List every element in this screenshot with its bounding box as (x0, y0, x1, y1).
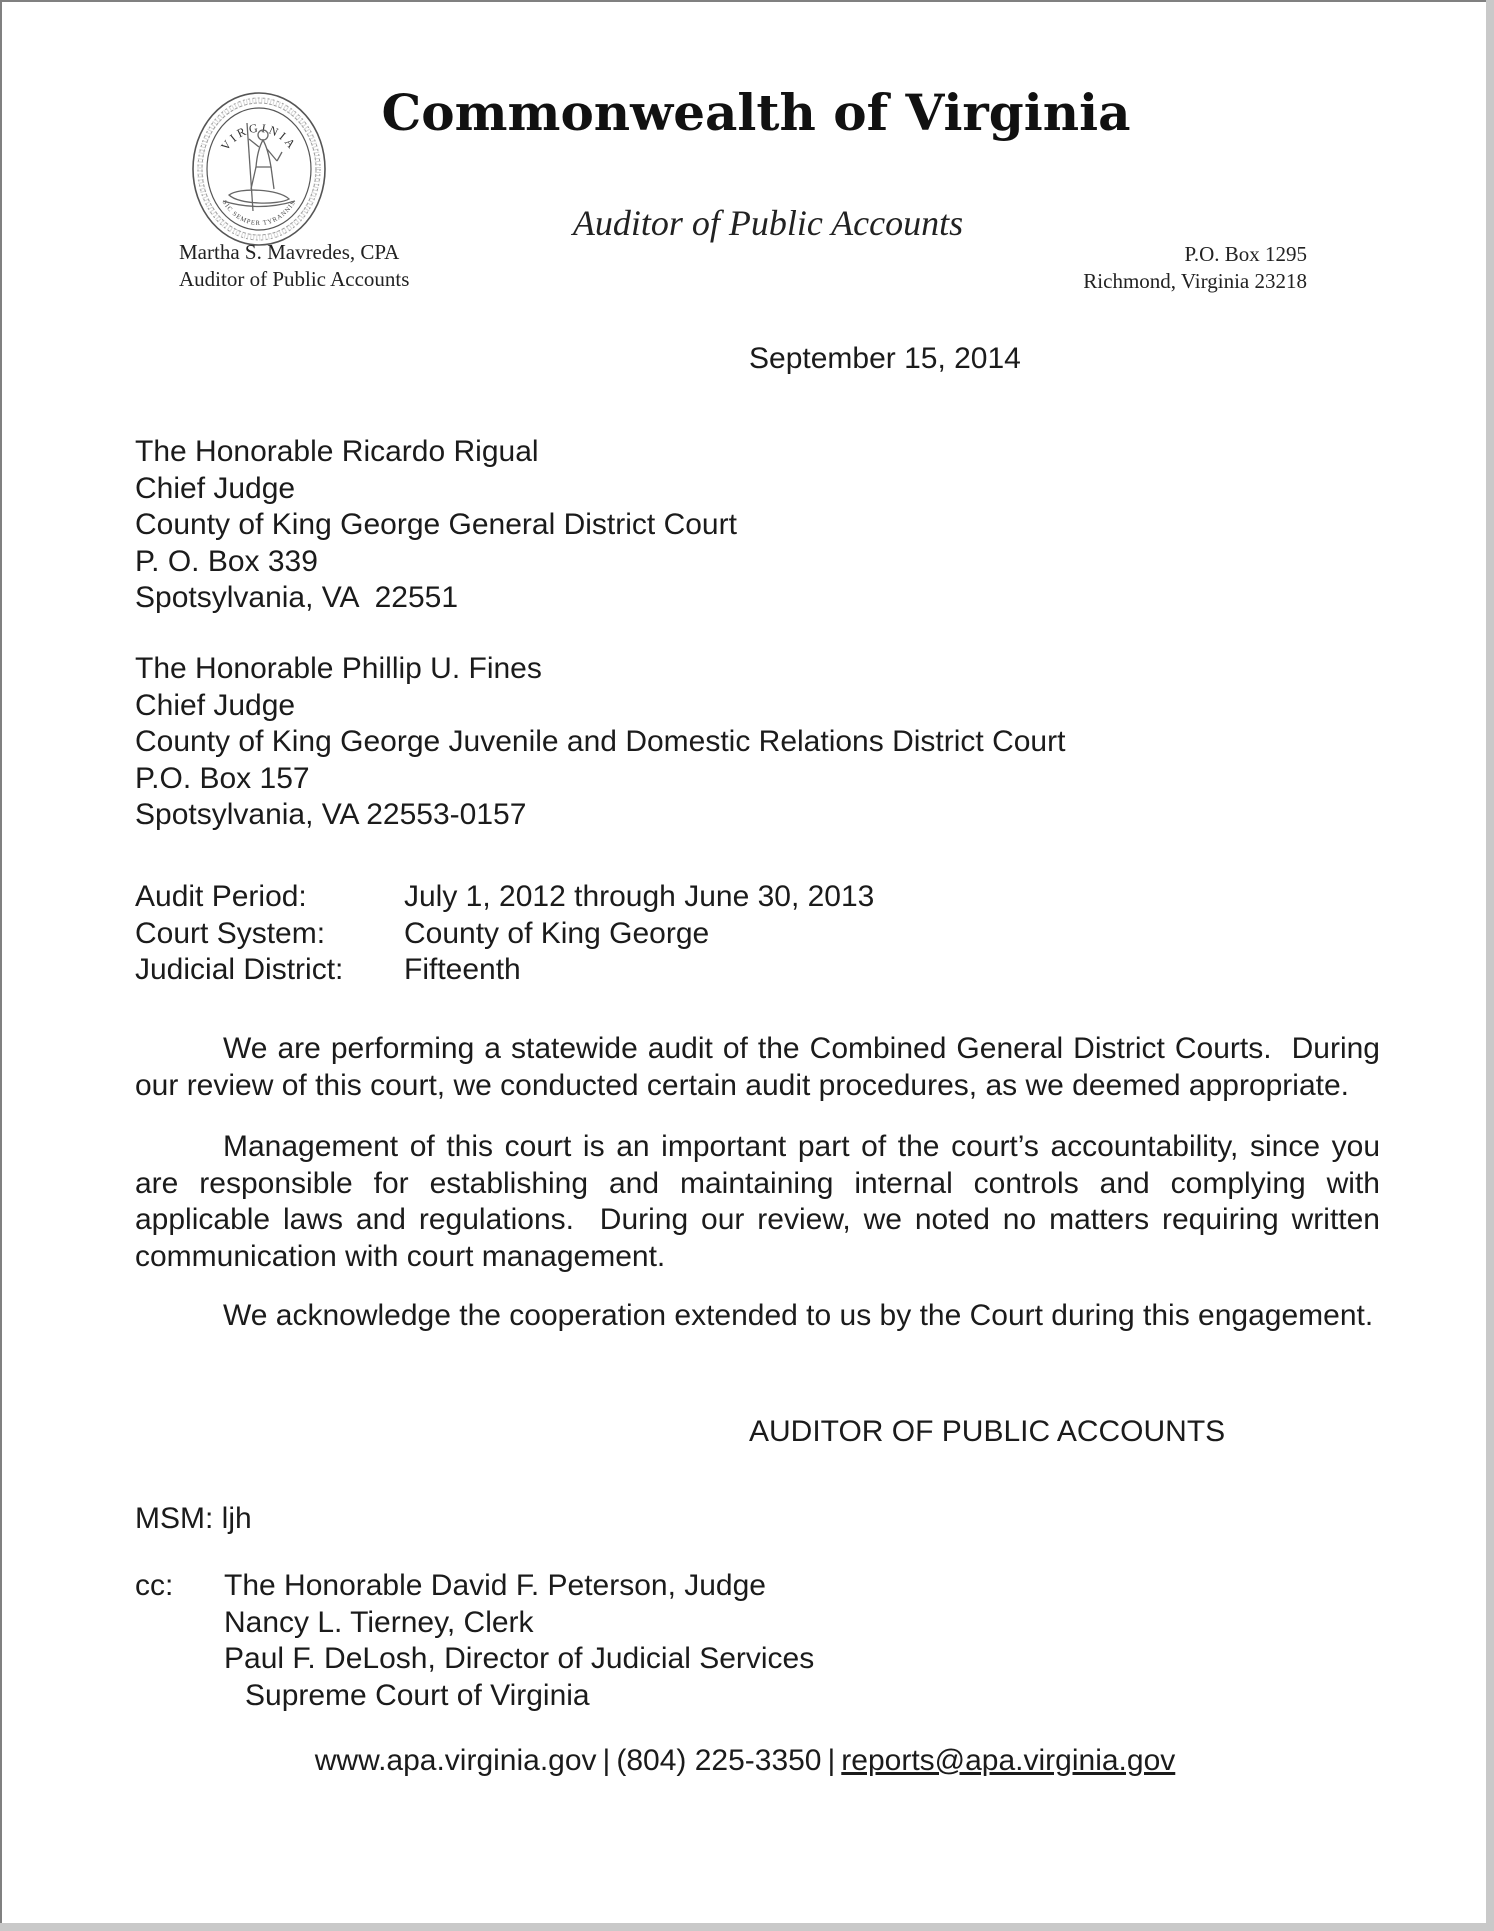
recipient-block-2 (135, 651, 1065, 834)
body-paragraph-1: We are performing a statewide audit of the Combined General District Courts. During our review of this court, we conducted certain audit procedures, as we deemed appropriate. (135, 1032, 1389, 1102)
recipient-po-box: P. O. Box 339 (135, 544, 318, 578)
cc-name: The Honorable David F. Peterson, Judge (224, 1569, 766, 1602)
recipient-name: The Honorable Ricardo Rigual (135, 435, 539, 468)
sender-name: Martha S. Mavredes, CPA (179, 240, 400, 264)
audit-info-row (135, 879, 874, 916)
letterhead-title: Commonwealth of Virginia (381, 83, 1131, 142)
judicial-district-value: Fifteenth (404, 953, 521, 986)
cc-block (135, 1568, 814, 1714)
footer-contact-line (2, 1743, 1486, 1780)
footer-separator: | (602, 1744, 611, 1777)
body-paragraph-2: Management of this court is an important part of the court’s accountability, since you are responsible for establishing and maintaining internal controls and complying with applicable laws and regulations. During our review, we noted no matters requiring written communication with court management. (135, 1130, 1389, 1273)
reference-initials: MSM: ljh (135, 1502, 252, 1535)
cc-names (224, 1568, 814, 1714)
recipient-city-line: Spotsylvania, VA 22553-0157 (135, 798, 527, 831)
signature-organization: AUDITOR OF PUBLIC ACCOUNTS (749, 1415, 1226, 1448)
sender-title: Auditor of Public Accounts (179, 267, 410, 291)
audit-period-label: Audit Period: (135, 880, 307, 913)
audit-info-row (135, 952, 874, 989)
audit-info-block (135, 879, 874, 989)
cc-name: Nancy L. Tierney, Clerk (224, 1605, 534, 1639)
sender-city-line: Richmond, Virginia 23218 (1083, 269, 1307, 293)
cc-label: cc: (135, 1569, 174, 1602)
footer-website: www.apa.virginia.gov (314, 1744, 597, 1777)
recipient-title: Chief Judge (135, 688, 296, 722)
body-paragraph-3: We acknowledge the cooperation extended to us by the Court during this engagement. (223, 1299, 1374, 1332)
recipient-title: Chief Judge (135, 471, 296, 505)
sender-block (179, 239, 409, 293)
footer-separator: | (827, 1744, 836, 1777)
recipient-name: The Honorable Phillip U. Fines (135, 652, 542, 685)
recipient-court: County of King George General District Court (135, 508, 737, 541)
virginia-state-seal-icon (189, 89, 329, 249)
court-system-value: County of King George (404, 916, 710, 950)
sender-po-box: P.O. Box 1295 (1184, 242, 1307, 266)
audit-info-row (135, 916, 874, 953)
seal-bottom-text: SIC SEMPER TYRANNIS (220, 199, 298, 228)
recipient-court: County of King George Juvenile and Domestic Relations District Court (135, 725, 1066, 758)
footer-email-link[interactable]: reports@apa.virginia.gov (841, 1744, 1176, 1777)
audit-period-value: July 1, 2012 through June 30, 2013 (404, 880, 875, 913)
letterhead-subtitle: Auditor of Public Accounts (572, 203, 964, 243)
cc-name: Paul F. DeLosh, Director of Judicial Services (224, 1642, 815, 1675)
recipient-block-1 (135, 434, 737, 617)
recipient-city-line: Spotsylvania, VA 22551 (135, 581, 458, 614)
seal-top-text: VIRGINIA (217, 120, 301, 154)
judicial-district-label: Judicial District: (135, 953, 344, 986)
court-system-label: Court System: (135, 916, 326, 950)
footer-phone: (804) 225-3350 (616, 1744, 822, 1777)
date-line: September 15, 2014 (749, 342, 1021, 375)
cc-name: Supreme Court of Virginia (245, 1678, 590, 1712)
sender-address-block (1083, 241, 1307, 295)
recipient-po-box: P.O. Box 157 (135, 761, 310, 795)
